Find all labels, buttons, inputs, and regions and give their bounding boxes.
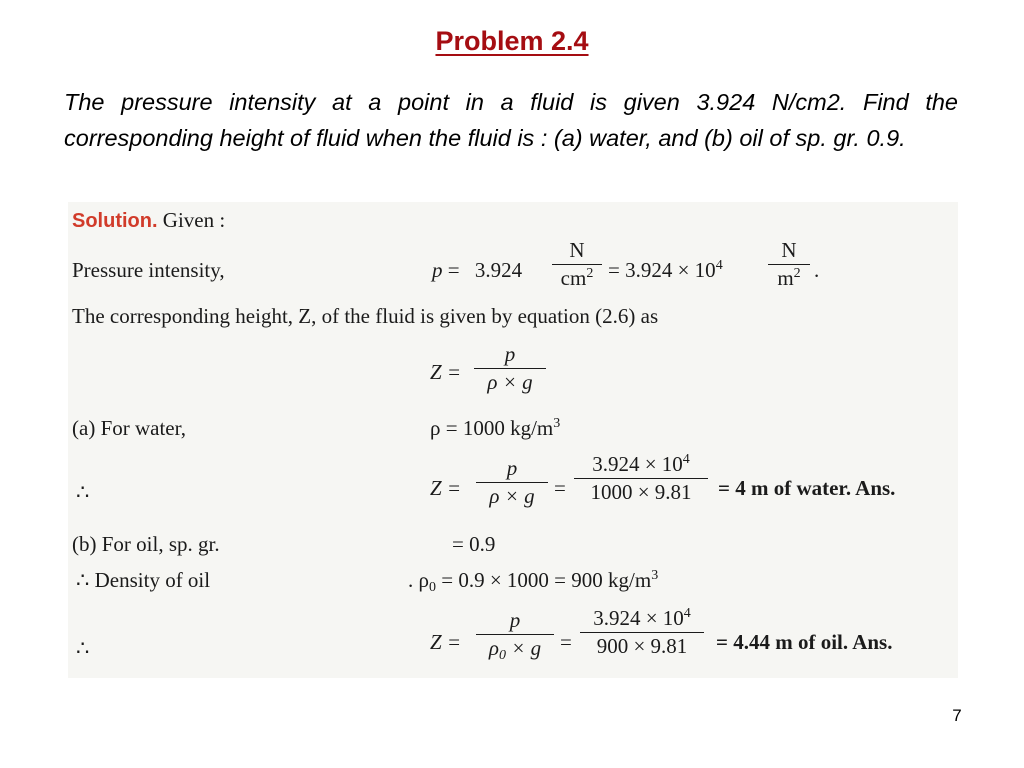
equals-water: =	[554, 476, 566, 500]
water-denominator: 1000 × 9.81	[590, 480, 692, 504]
oil-result: = 4.44 m of oil. Ans.	[716, 630, 893, 654]
formula-denominator: ρ × g	[487, 370, 533, 394]
oil-denominator: 900 × 9.81	[596, 634, 688, 658]
unit-fraction-m	[768, 238, 810, 291]
formula-numerator: p	[504, 342, 516, 366]
z-formula-fraction	[474, 342, 546, 395]
pressure-label: Pressure intensity,	[72, 258, 225, 282]
height-sentence: The corresponding height, Z, of the fluid is given by equation (2.6) as	[72, 304, 659, 328]
unit-denominator-cm: $cm^2$	[560, 266, 594, 290]
z-equals-water: Z =	[430, 476, 462, 500]
scanned-solution	[68, 202, 958, 678]
p-equation-left	[432, 258, 522, 283]
water-result: = 4 m of water. Ans.	[718, 476, 896, 500]
p-equation-right: = $3.924 \times 10^4$	[608, 258, 723, 282]
unit-numerator: N	[569, 238, 585, 262]
oil-formula-fraction: p $\rho_0 \times g$	[476, 608, 554, 664]
water-numerator: $3.924 \times 10^4$	[592, 452, 690, 476]
solution-heading: Solution.	[72, 210, 158, 232]
z-equals: Z =	[430, 360, 462, 384]
given-label: Given :	[162, 208, 226, 232]
water-label: (a) For water,	[72, 416, 187, 440]
equals-oil: =	[560, 630, 572, 654]
p-value: 3.924	[474, 258, 523, 282]
period: .	[814, 258, 820, 282]
therefore-symbol-water: ∴	[76, 480, 90, 504]
page-number: 7	[952, 706, 962, 725]
therefore-symbol-oil: ∴	[76, 636, 90, 660]
unit-numerator: N	[781, 238, 797, 262]
oil-label: (b) For oil, sp. gr.	[72, 532, 220, 556]
problem-statement: The pressure intensity at a point in a fluid is given 3.924 N/cm2. Find the corresponding height of fluid when the fluid is : (a) water, and (b) oil of sp. gr. 0.9.	[64, 89, 958, 151]
unit-denominator-m: $m^2$	[777, 266, 801, 290]
equals-sign: =	[447, 258, 460, 282]
rho0-equation: . $\rho_0 = 0.9 \times 1000 = 900$ $kg/m^3$	[408, 568, 659, 595]
water-formula-fraction: p ρ × g	[476, 456, 548, 509]
oil-sg-value: = 0.9	[452, 532, 496, 556]
density-label: ∴ Density of oil	[76, 568, 211, 592]
solution-heading-line	[72, 208, 225, 233]
rho-water: ρ = 1000 $kg/m^3$	[430, 416, 561, 440]
z-equals-oil: Z =	[430, 630, 462, 654]
slide-title: Problem 2.4	[435, 26, 589, 56]
unit-fraction-cm	[552, 238, 602, 291]
oil-numerator: $3.924 \times 10^4$	[593, 606, 691, 630]
p-symbol: p	[432, 258, 443, 282]
oil-numeric-fraction	[580, 606, 704, 659]
water-numeric-fraction	[574, 452, 708, 505]
